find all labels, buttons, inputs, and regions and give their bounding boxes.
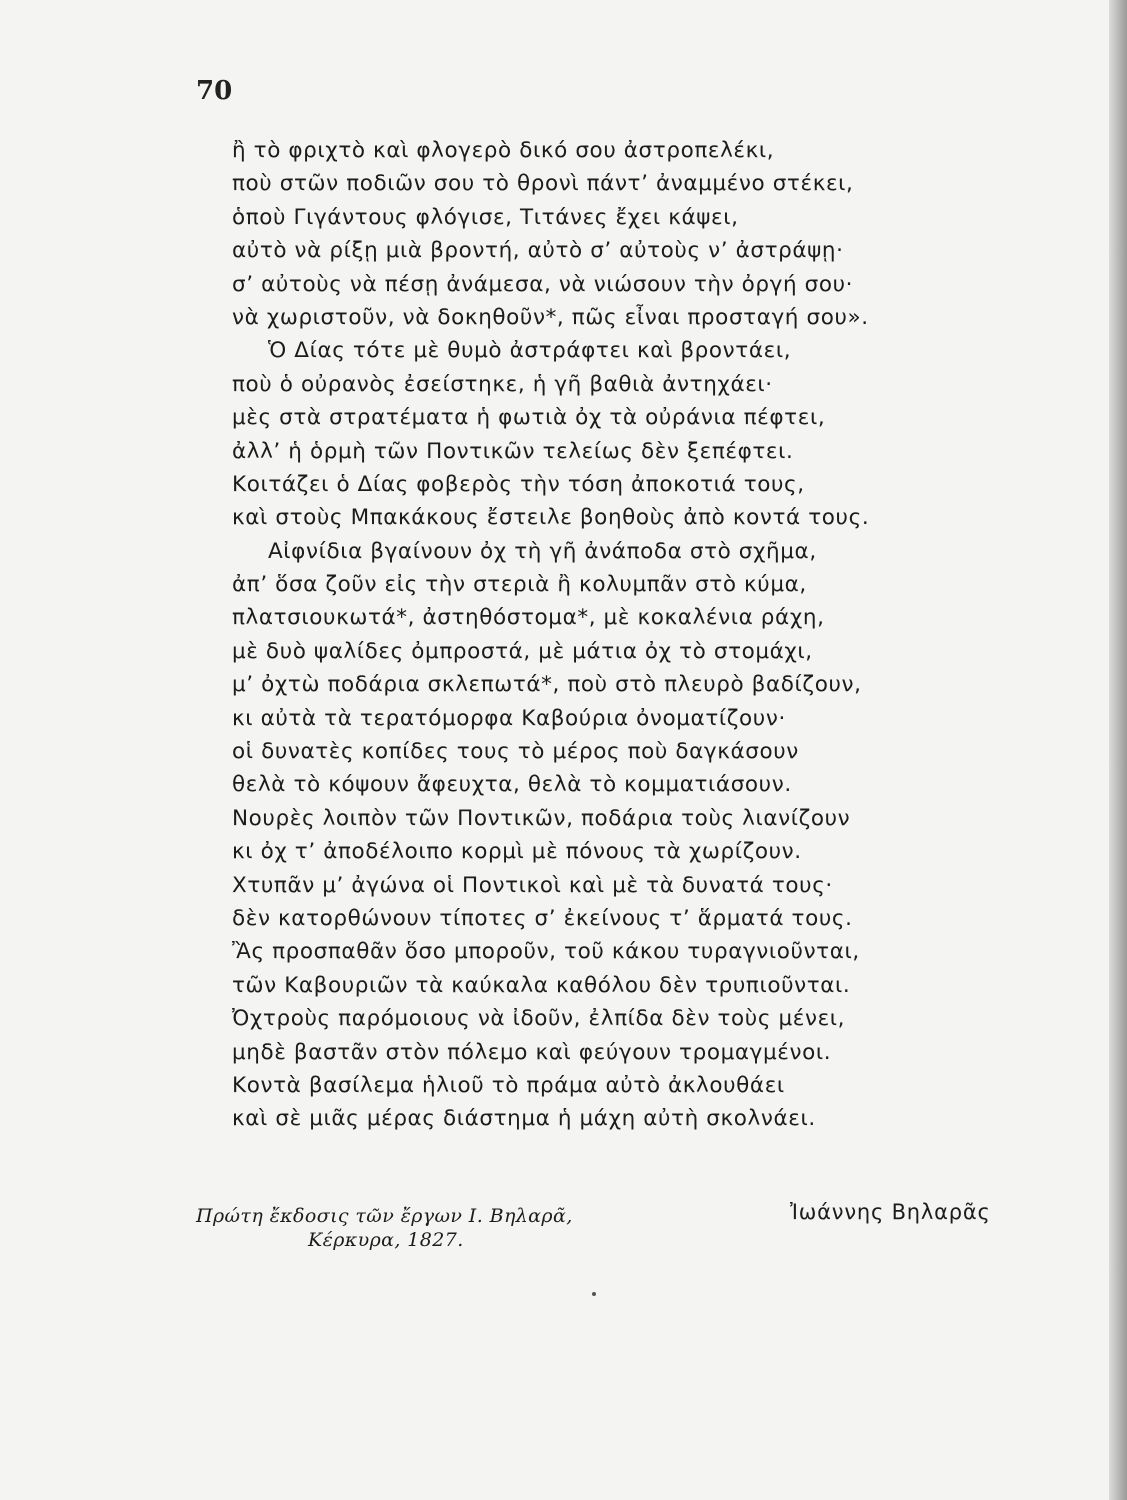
poem-line: πλατσιουκωτά*, ἀστηθόστομα*, μὲ κοκαλένια ράχη, bbox=[232, 605, 825, 631]
poem-line: ὁποὺ Γιγάντους φλόγισε, Τιτάνες ἔχει κάψει, bbox=[232, 204, 739, 230]
poem-line: Ἂς προσπαθᾶν ὅσο μποροῦν, τοῦ κάκου τυραγνιοῦνται, bbox=[232, 939, 860, 965]
poem-line: μηδὲ βαστᾶν στὸν πόλεμο καὶ φεύγουν τρομαγμένοι. bbox=[232, 1039, 832, 1065]
poem-line: Ὁ Δίας τότε μὲ θυμὸ ἀστράφτει καὶ βροντάει, bbox=[268, 338, 792, 364]
poem-line: μὲ δυὸ ψαλίδες ὀμπροστά, μὲ μάτια ὀχ τὸ στομάχι, bbox=[232, 638, 813, 664]
poem-line: δὲν κατορθώνουν τίποτες σ’ ἐκείνους τ’ ἅρματά τους. bbox=[232, 905, 853, 931]
print-speck bbox=[592, 1292, 596, 1296]
edition-note-line-2: Κέρκυρα, 1827. bbox=[308, 1229, 464, 1251]
poem-line: τῶν Καβουριῶν τὰ καύκαλα καθόλου δὲν τρυπιοῦνται. bbox=[232, 972, 851, 998]
poem-line: σ’ αὐτοὺς νὰ πέσῃ ἀνάμεσα, νὰ νιώσουν τὴν ὀργή σου· bbox=[232, 271, 854, 297]
page-edge-shadow bbox=[1109, 0, 1127, 1500]
poem-line: ἢ τὸ φριχτὸ καὶ φλογερὸ δικό σου ἀστροπελέκι, bbox=[232, 138, 775, 163]
poem-line: Χτυπᾶν μ’ ἀγώνα οἱ Ποντικοὶ καὶ μὲ τὰ δυνατά τους· bbox=[232, 872, 833, 898]
poem-line: Νουρὲς λοιπὸν τῶν Ποντικῶν, ποδάρια τοὺς λιανίζουν bbox=[232, 805, 851, 831]
poem-line: Ὀχτροὺς παρόμοιους νὰ ἰδοῦν, ἐλπίδα δὲν τοὺς μένει, bbox=[232, 1006, 846, 1032]
poem-line: κι αὐτὰ τὰ τερατόμορφα Καβούρια ὀνοματίζουν· bbox=[232, 705, 786, 731]
poem-line: καὶ στοὺς Μπακάκους ἔστειλε βοηθοὺς ἀπὸ κοντά τους. bbox=[232, 505, 870, 531]
edition-note-line-1: Πρώτη ἔκδοσις τῶν ἔργων Ι. Βηλαρᾶ, bbox=[196, 1205, 573, 1227]
poem-line: Αἰφνίδια βγαίνουν ὀχ τὴ γῆ ἀνάποδα στὸ σχῆμα, bbox=[268, 538, 817, 564]
poem-line: Κοντὰ βασίλεμα ἡλιοῦ τὸ πράμα αὐτὸ ἀκλουθάει bbox=[232, 1072, 785, 1098]
poem-line: Κοιτάζει ὁ Δίας φοβερὸς τὴν τόση ἀποκοτιά τους, bbox=[232, 471, 805, 497]
poem-line: ποὺ ὁ οὐρανὸς ἐσείστηκε, ἡ γῆ βαθιὰ ἀντηχάει· bbox=[232, 371, 773, 397]
poem-line: ἀπ’ ὅσα ζοῦν εἰς τὴν στεριὰ ἢ κολυμπᾶν στὸ κύμα, bbox=[232, 572, 807, 598]
poem-line: ἀλλ’ ἡ ὁρμὴ τῶν Ποντικῶν τελείως δὲν ξεπέφτει. bbox=[232, 438, 794, 464]
poem-line: καὶ σὲ μιᾶς μέρας διάστημα ἡ μάχη αὐτὴ σκολνάει. bbox=[232, 1106, 816, 1132]
poem-line: αὐτὸ νὰ ρίξῃ μιὰ βροντή, αὐτὸ σ’ αὐτοὺς ν’ ἀστράψῃ· bbox=[232, 238, 844, 264]
author-signature: Ἰωάννης Βηλαρᾶς bbox=[790, 1200, 991, 1224]
poem-line: νὰ χωριστοῦν, νὰ δοκηθοῦν*, πῶς εἶναι προσταγή σου». bbox=[232, 304, 869, 330]
poem-line: ποὺ στῶν ποδιῶν σου τὸ θρονὶ πάντ’ ἀναμμένο στέκει, bbox=[232, 171, 854, 197]
poem-line: οἱ δυνατὲς κοπίδες τους τὸ μέρος ποὺ δαγκάσουν bbox=[232, 739, 799, 765]
poem-line: κι ὀχ τ’ ἀποδέλοιπο κορμὶ μὲ πόνους τὰ χωρίζουν. bbox=[232, 839, 802, 865]
poem-line: μ’ ὀχτὼ ποδάρια σκλεπωτά*, ποὺ στὸ πλευρὸ βαδίζουν, bbox=[232, 672, 862, 698]
poem-line: μὲς στὰ στρατέματα ἡ φωτιὰ ὀχ τὰ οὐράνια πέφτει, bbox=[232, 405, 826, 431]
poem-line: θελὰ τὸ κόψουν ἄφευχτα, θελὰ τὸ κομματιάσουν. bbox=[232, 772, 792, 798]
page-number: 70 bbox=[196, 76, 233, 106]
